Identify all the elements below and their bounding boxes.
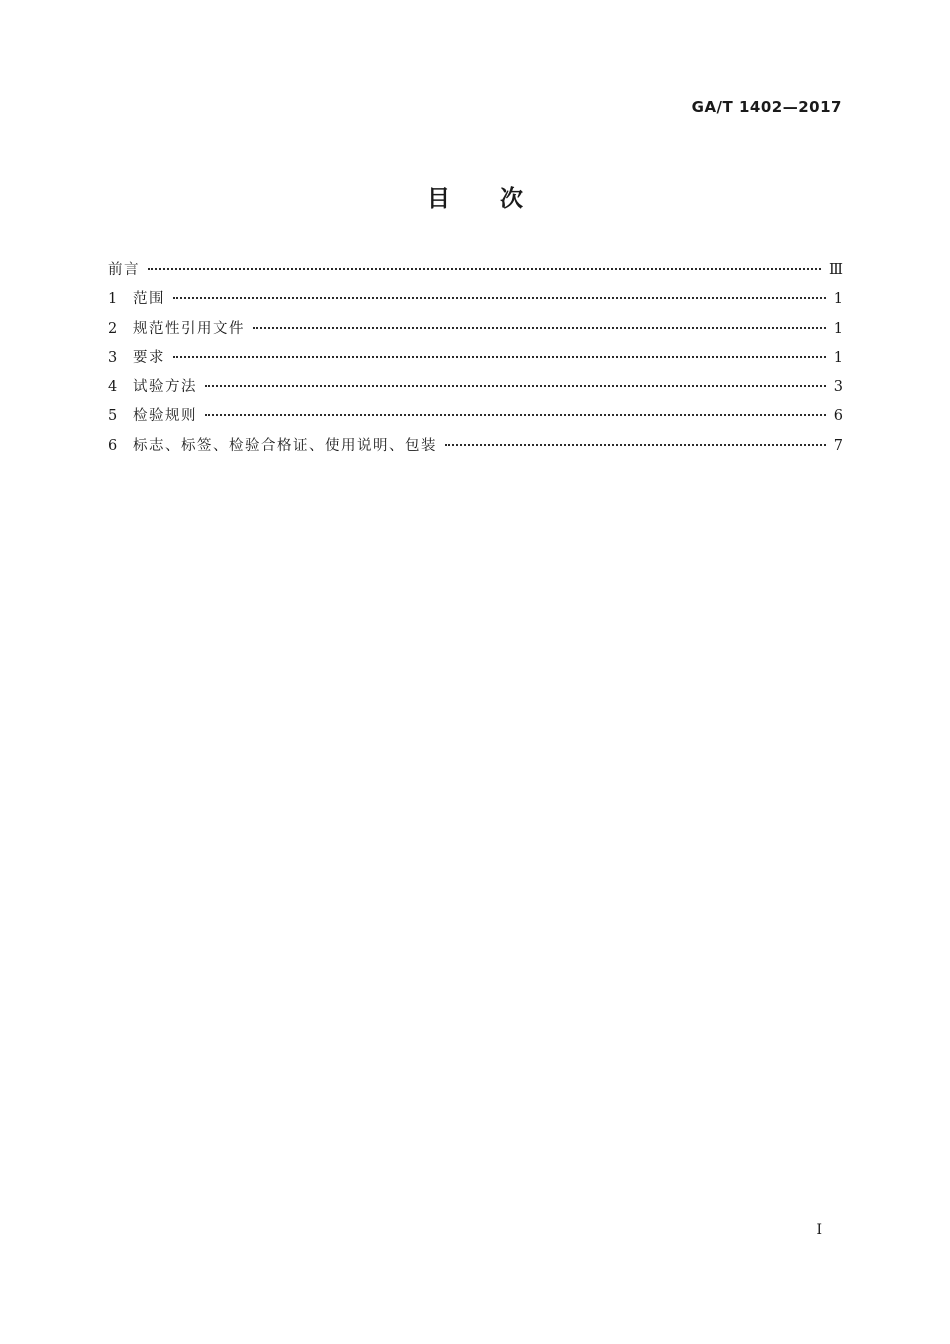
toc-entry-number: 5 bbox=[108, 408, 118, 425]
toc-entry-foreword[interactable] bbox=[108, 258, 843, 287]
toc-leader-dots bbox=[205, 414, 826, 416]
toc-entry-label: 检验规则 bbox=[133, 408, 197, 425]
toc-leader-dots bbox=[173, 297, 826, 299]
toc-leader-dots bbox=[253, 327, 826, 329]
toc-entry-label: 规范性引用文件 bbox=[133, 320, 245, 337]
standard-code: GA/T 1402—2017 bbox=[691, 98, 842, 116]
toc-entry-page: 1 bbox=[833, 320, 843, 337]
page-number: I bbox=[816, 1222, 822, 1238]
toc-leader-dots bbox=[173, 356, 826, 358]
toc-entry-number: 4 bbox=[108, 379, 118, 396]
toc-leader-dots bbox=[445, 444, 826, 446]
toc-entry-label: 范围 bbox=[133, 291, 165, 308]
toc-entry-number: 3 bbox=[108, 349, 118, 366]
toc-leader-dots bbox=[205, 385, 826, 387]
toc-leader-dots bbox=[148, 268, 821, 270]
toc-entry-page: Ⅲ bbox=[829, 262, 843, 278]
toc-entry-label: 前言 bbox=[108, 262, 140, 278]
toc-entry-number: 6 bbox=[108, 437, 118, 454]
toc-entry-label: 试验方法 bbox=[133, 379, 197, 396]
table-of-contents bbox=[108, 258, 843, 463]
toc-entry-page: 1 bbox=[833, 349, 843, 366]
toc-entry-page: 3 bbox=[833, 379, 843, 396]
toc-entry-normative-references[interactable] bbox=[108, 317, 843, 346]
toc-entry-test-methods[interactable] bbox=[108, 375, 843, 404]
toc-entry-marking-labeling[interactable] bbox=[108, 434, 843, 463]
toc-entry-page: 6 bbox=[833, 408, 843, 425]
toc-entry-number: 2 bbox=[108, 320, 118, 337]
toc-entry-number: 1 bbox=[108, 291, 118, 308]
toc-entry-label: 要求 bbox=[133, 349, 165, 366]
toc-entry-page: 7 bbox=[833, 437, 843, 454]
toc-entry-inspection-rules[interactable] bbox=[108, 404, 843, 433]
toc-entry-requirements[interactable] bbox=[108, 346, 843, 375]
toc-title: 目次 bbox=[427, 186, 573, 212]
toc-entry-scope[interactable] bbox=[108, 287, 843, 316]
toc-entry-page: 1 bbox=[833, 291, 843, 308]
toc-entry-label: 标志、标签、检验合格证、使用说明、包装 bbox=[133, 437, 437, 454]
